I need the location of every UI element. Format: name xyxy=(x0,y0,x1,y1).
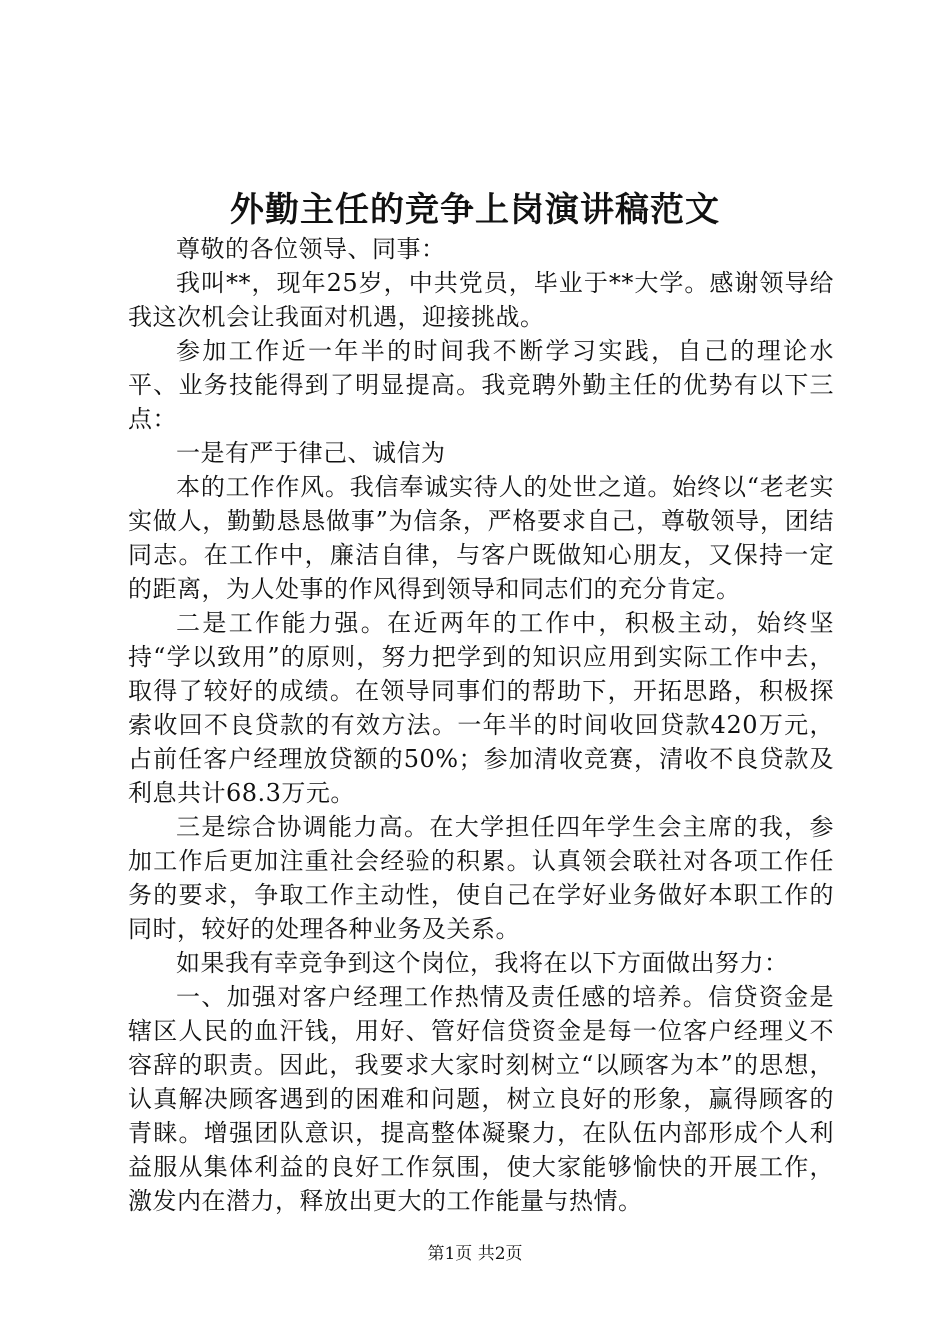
paragraph-point-one-heading: 一是有严于律己、诚信为 xyxy=(176,439,446,467)
paragraph-greeting: 尊敬的各位领导、同事： xyxy=(176,235,446,263)
paragraph-plans-intro: 如果我有幸竞争到这个岗位，我将在以下方面做出努力： xyxy=(176,949,789,977)
paragraph-intro: 我叫**，现年25岁，中共党员，毕业于**大学。感谢领导给我这次机会让我面对机遇，迎接挑战。 xyxy=(128,269,834,331)
paragraph-advantages: 参加工作近一年半的时间我不断学习实践，自己的理论水平、业务技能得到了明显提高。我竞聘外勤主任的优势有以下三点： xyxy=(128,337,834,433)
document-body xyxy=(128,232,834,1218)
paragraph-point-three: 三是综合协调能力高。在大学担任四年学生会主席的我，参加工作后更加注重社会经验的积累。认真领会联社对各项工作任务的要求，争取工作主动性，使自己在学好业务做好本职工作的同时，较好的处理各种业务及关系。 xyxy=(128,813,834,943)
document-title: 外勤主任的竞争上岗演讲稿范文 xyxy=(230,190,720,230)
page-footer: 第1页 共2页 xyxy=(427,1244,523,1264)
paragraph-point-two: 二是工作能力强。在近两年的工作中，积极主动，始终坚持“学以致用”的原则，努力把学到的知识应用到实际工作中去，取得了较好的成绩。在领导同事们的帮助下，开拓思路，积极探索收回不良贷款的有效方法。一年半的时间收回贷款420万元，占前任客户经理放贷额的50%；参加清收竞赛，清收不良贷款及利息共计68.3万元。 xyxy=(128,609,834,807)
paragraph-plan-one: 一、加强对客户经理工作热情及责任感的培养。信贷资金是辖区人民的血汗钱，用好、管好信贷资金是每一位客户经理义不容辞的职责。因此，我要求大家时刻树立“以顾客为本”的思想，认真解决顾客遇到的困难和问题，树立良好的形象，赢得顾客的青睐。增强团队意识，提高整体凝聚力，在队伍内部形成个人利益服从集体利益的良好工作氛围，使大家能够愉快的开展工作，激发内在潜力，释放出更大的工作能量与热情。 xyxy=(128,983,834,1215)
paragraph-point-one: 本的工作作风。我信奉诚实待人的处世之道。始终以“老老实实做人，勤勤恳恳做事”为信条，严格要求自己，尊敬领导，团结同志。在工作中，廉洁自律，与客户既做知心朋友，又保持一定的距离，为人处事的作风得到领导和同志们的充分肯定。 xyxy=(128,473,834,603)
